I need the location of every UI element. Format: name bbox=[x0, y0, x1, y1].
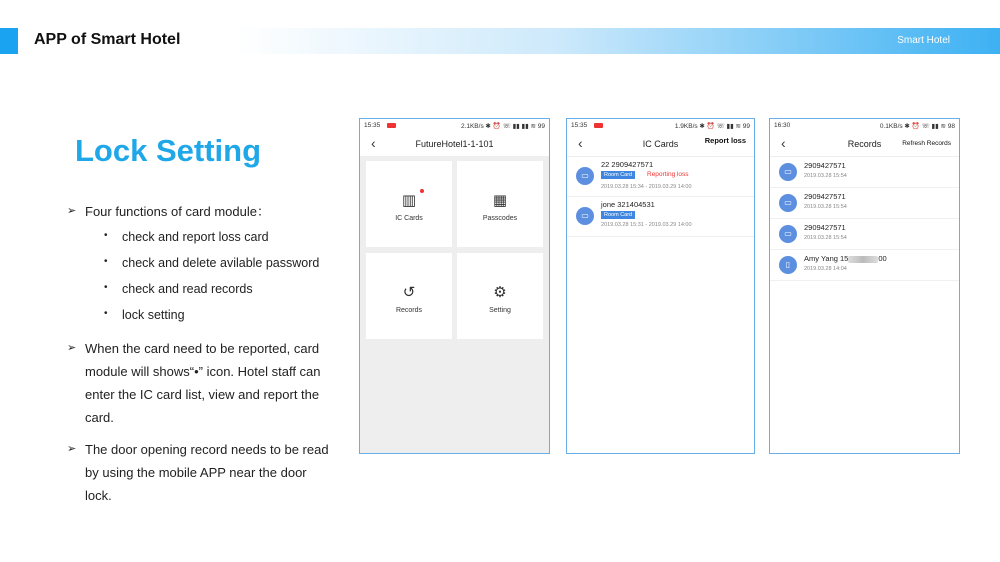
tile-setting[interactable] bbox=[457, 253, 543, 339]
list-item bbox=[770, 219, 959, 250]
record-name: 2909427571 bbox=[804, 161, 846, 170]
tile-label: Records bbox=[395, 307, 423, 314]
phone-icon: ▯ bbox=[779, 256, 797, 274]
nav-title: FutureHotel1-1-101 bbox=[415, 139, 494, 149]
arrow-bullet-icon: ➢ bbox=[67, 443, 77, 455]
bullet-text: Four functions of card module： bbox=[85, 204, 270, 219]
record-name bbox=[804, 254, 887, 263]
list-item bbox=[104, 230, 269, 244]
recording-icon bbox=[594, 123, 603, 128]
loss-alert-dot-icon bbox=[420, 189, 424, 193]
refresh-records-button[interactable]: Refresh Records bbox=[902, 140, 951, 147]
list-item-text: check and read records bbox=[122, 282, 253, 296]
list-item bbox=[770, 250, 959, 281]
tile-label: IC Cards bbox=[395, 215, 423, 222]
list-item bbox=[770, 157, 959, 188]
card-icon: ▭ bbox=[779, 163, 797, 181]
nav-title: IC Cards bbox=[642, 139, 679, 149]
record-time: 2019.03.28 15:54 bbox=[804, 173, 847, 179]
bullet-line: by using the mobile APP near the door bbox=[85, 465, 307, 480]
back-arrow-icon[interactable]: ‹ bbox=[781, 135, 786, 151]
tile-label: Setting bbox=[489, 307, 511, 314]
card-icon: ▭ bbox=[779, 194, 797, 212]
record-time: 2019.03.28 14:04 bbox=[804, 266, 847, 272]
nav-bar bbox=[770, 133, 959, 157]
header-accent-bar bbox=[0, 28, 18, 54]
nav-bar bbox=[567, 133, 754, 157]
card-icon: ▭ bbox=[576, 207, 594, 225]
status-indicators: 0.1KB/s ✱ ⏰ ☏ ▮▮ ≋ 98 bbox=[879, 123, 955, 130]
arrow-bullet-icon: ➢ bbox=[67, 342, 77, 354]
status-time: 15:35 bbox=[364, 122, 381, 129]
status-indicators: 2.1KB/s ✱ ⏰ ☏ ▮▮ ▮▮ ≋ 99 bbox=[460, 123, 545, 130]
keypad-icon: ▦ bbox=[492, 192, 508, 209]
phone-records bbox=[769, 118, 960, 454]
bullet-door-record bbox=[67, 438, 352, 507]
dot-bullet-icon: • bbox=[104, 256, 108, 267]
nav-bar bbox=[360, 133, 549, 157]
list-item[interactable] bbox=[567, 199, 754, 237]
function-grid bbox=[360, 157, 549, 453]
bullet-line: enter the IC card list, view and report the bbox=[85, 387, 320, 402]
status-bar bbox=[770, 119, 959, 133]
list-item bbox=[104, 256, 319, 270]
list-item bbox=[770, 188, 959, 219]
list-item-text: check and delete avilable password bbox=[122, 256, 320, 270]
bullet-line: When the card need to be reported, card bbox=[85, 341, 320, 356]
list-item-text: lock setting bbox=[122, 308, 185, 322]
recording-icon bbox=[387, 123, 396, 128]
bullet-report-loss bbox=[67, 337, 352, 429]
phone-ic-cards bbox=[566, 118, 755, 454]
tile-ic-cards[interactable] bbox=[366, 161, 452, 247]
phone-lock-menu bbox=[359, 118, 550, 454]
record-name-suffix: 00 bbox=[878, 254, 887, 263]
tile-passcodes[interactable] bbox=[457, 161, 543, 247]
status-badge: Reporting loss bbox=[647, 171, 689, 178]
dot-bullet-icon: • bbox=[104, 230, 108, 241]
card-name: jone 321404531 bbox=[601, 200, 655, 209]
list-item bbox=[104, 282, 253, 296]
record-time: 2019.03.28 15:54 bbox=[804, 235, 847, 241]
status-indicators: 1.9KB/s ✱ ⏰ ☏ ▮▮ ≋ 99 bbox=[674, 123, 750, 130]
list-item[interactable] bbox=[567, 159, 754, 197]
back-arrow-icon[interactable]: ‹ bbox=[371, 135, 376, 151]
list-item-text: check and report loss card bbox=[122, 230, 269, 244]
dot-bullet-icon: • bbox=[104, 308, 108, 319]
nav-title: Records bbox=[847, 139, 882, 149]
card-type-badge: Room Card bbox=[601, 211, 635, 219]
status-bar bbox=[567, 119, 754, 133]
header-right-label: Smart Hotel bbox=[897, 35, 950, 46]
bullet-line: The door opening record needs to be read bbox=[85, 442, 329, 457]
app-title: APP of Smart Hotel bbox=[34, 31, 181, 48]
dot-bullet-icon: • bbox=[104, 282, 108, 293]
validity-range: 2019.03.28 15:34 - 2019.03.29 14:00 bbox=[601, 184, 692, 190]
back-arrow-icon[interactable]: ‹ bbox=[578, 135, 583, 151]
bullet-line: card. bbox=[85, 410, 114, 425]
masked-number bbox=[848, 256, 878, 263]
bullet-line: lock. bbox=[85, 488, 112, 503]
gear-icon: ⚙ bbox=[493, 284, 507, 301]
bullet-line: module will shows“•” icon. Hotel staff can bbox=[85, 364, 321, 379]
record-name-prefix: Amy Yang 15 bbox=[804, 254, 849, 263]
status-bar bbox=[360, 119, 549, 133]
card-icon: ▭ bbox=[779, 225, 797, 243]
tile-label: Passcodes bbox=[482, 215, 518, 222]
validity-range: 2019.03.28 15:31 - 2019.03.29 14:00 bbox=[601, 222, 692, 228]
status-time: 15:35 bbox=[571, 122, 588, 129]
card-icon: ▥ bbox=[401, 192, 417, 209]
status-time: 16:30 bbox=[774, 122, 791, 129]
history-icon: ↺ bbox=[402, 284, 416, 301]
tile-records[interactable] bbox=[366, 253, 452, 339]
bullet-functions bbox=[67, 200, 352, 223]
card-type-badge: Room Card bbox=[601, 171, 635, 179]
card-icon: ▭ bbox=[576, 167, 594, 185]
report-loss-button[interactable]: Report loss bbox=[704, 136, 746, 145]
section-title: Lock Setting bbox=[75, 133, 262, 168]
record-name: 2909427571 bbox=[804, 223, 846, 232]
list-item bbox=[104, 308, 185, 322]
record-time: 2019.03.28 15:54 bbox=[804, 204, 847, 210]
card-name: 22 2909427571 bbox=[601, 160, 654, 169]
record-name: 2909427571 bbox=[804, 192, 846, 201]
arrow-bullet-icon: ➢ bbox=[67, 205, 77, 217]
